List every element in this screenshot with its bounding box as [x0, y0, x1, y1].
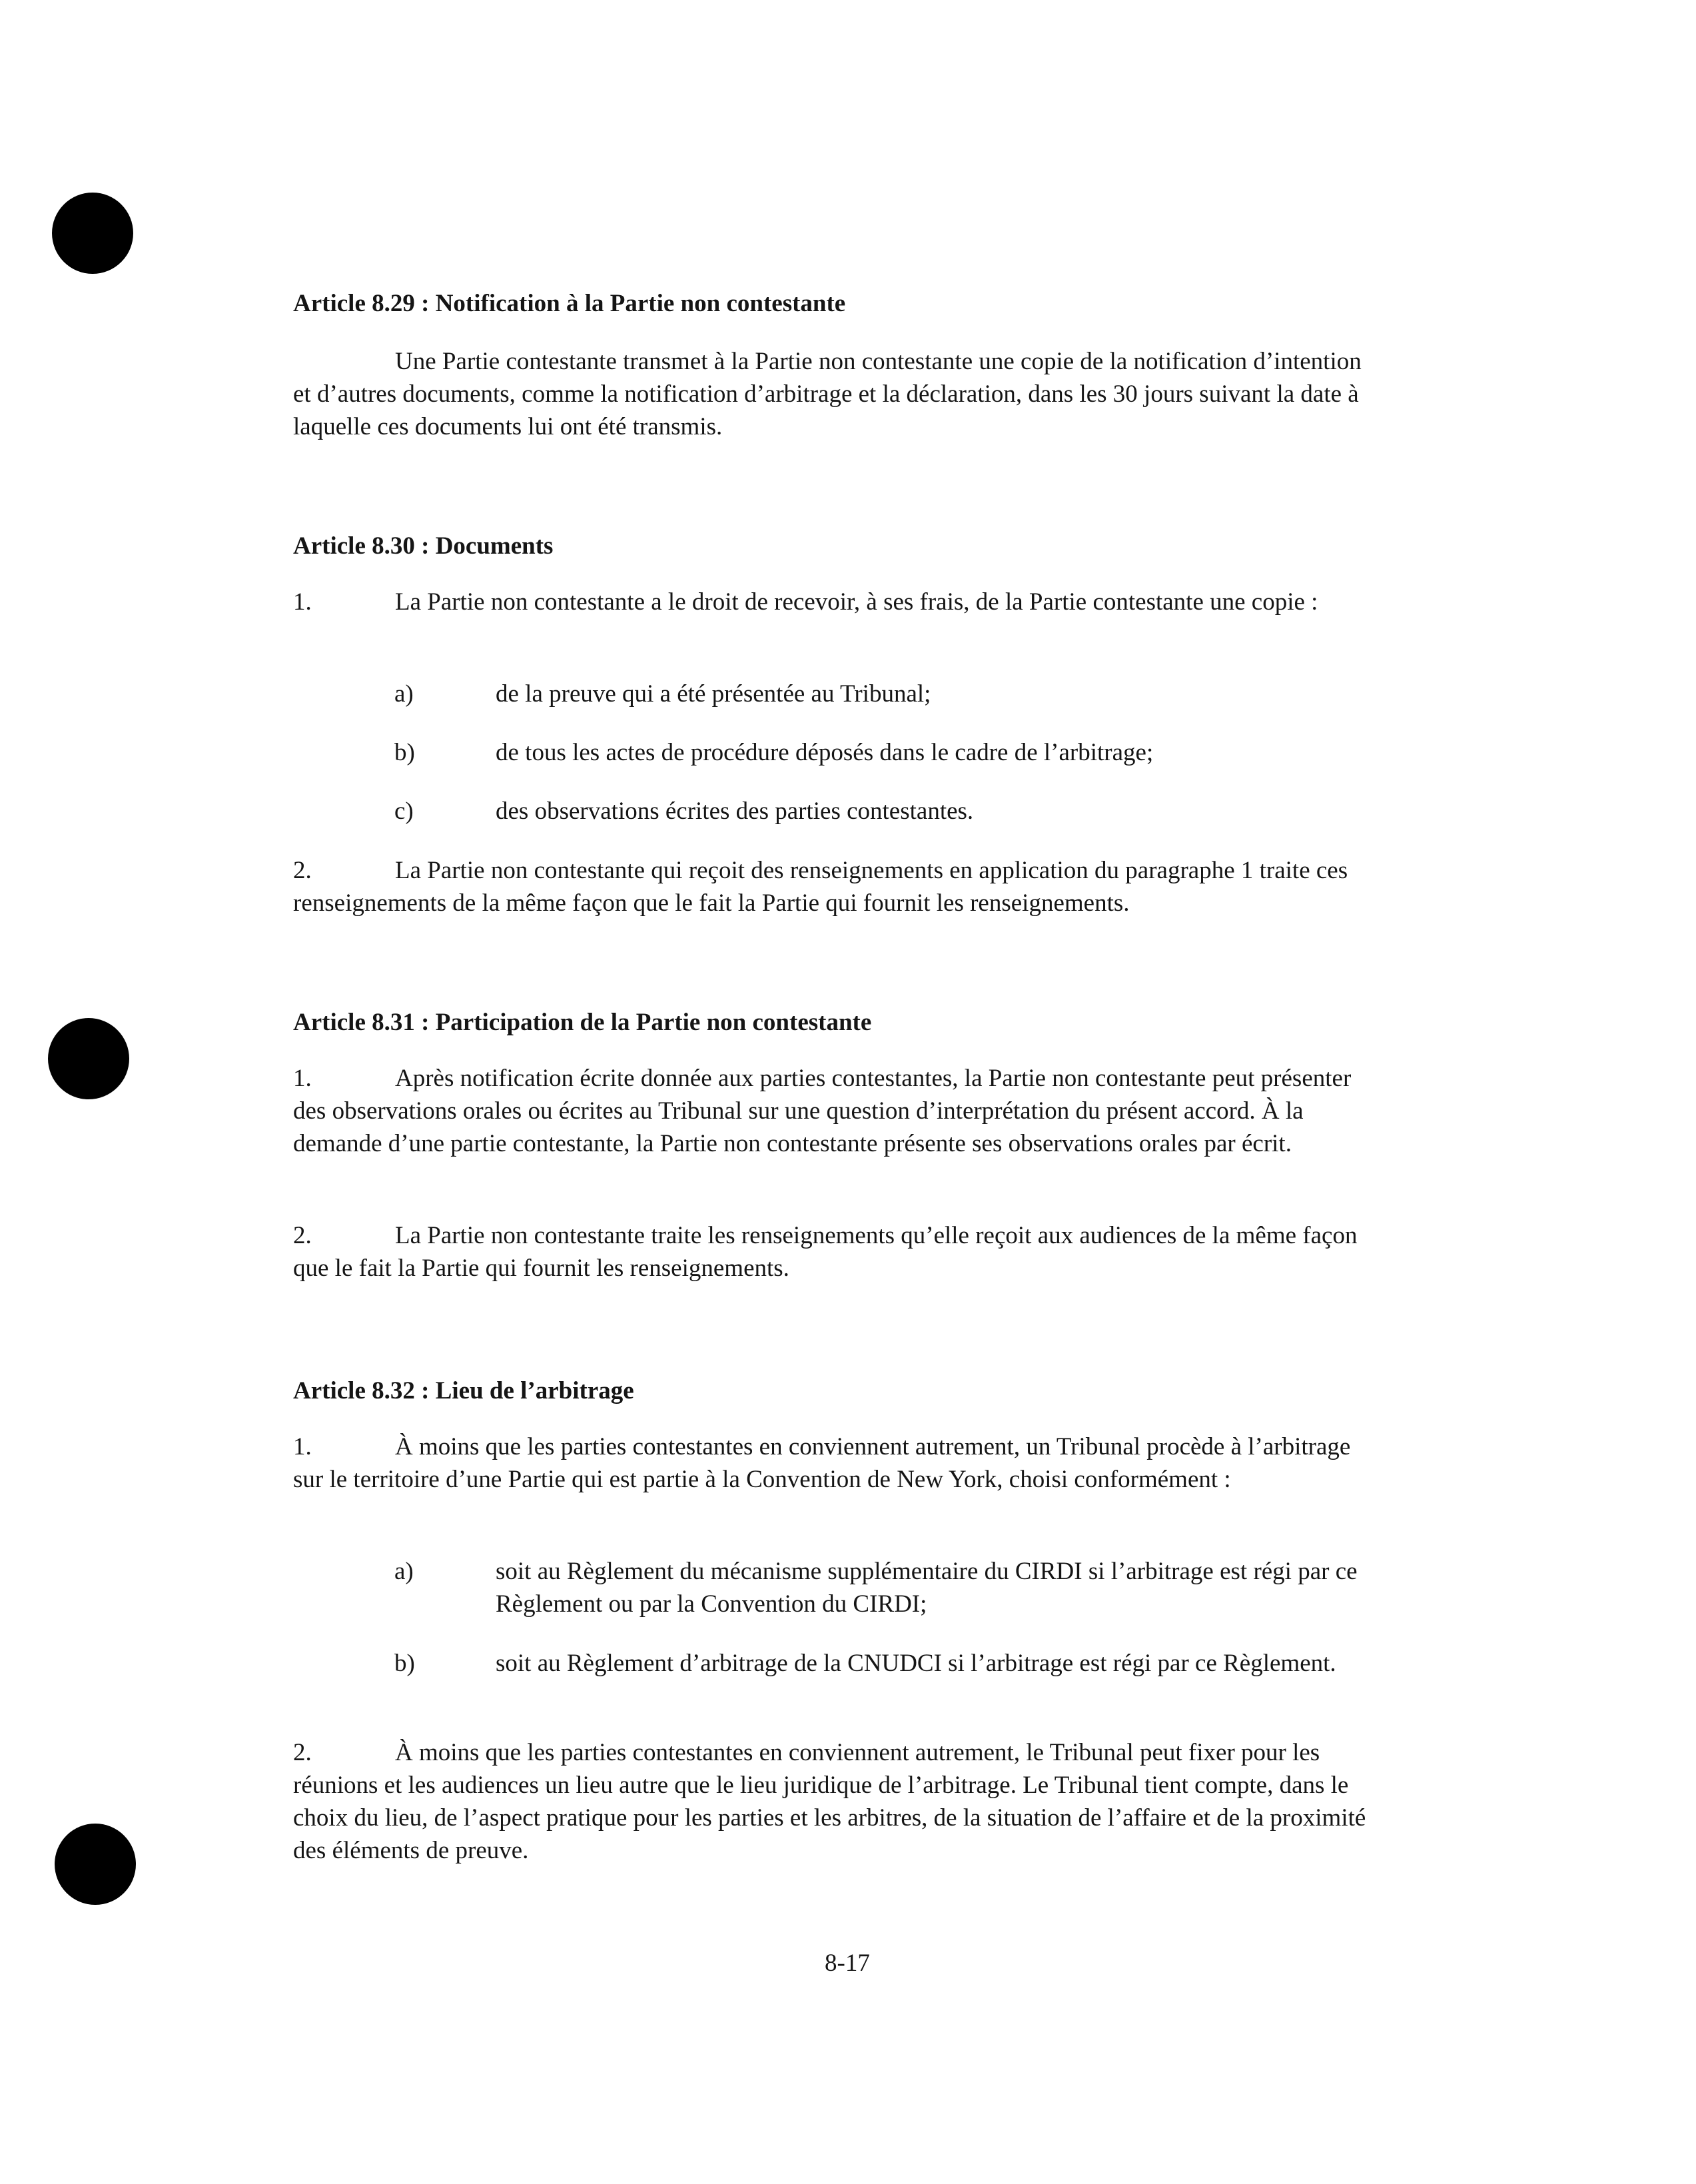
- list-item-text: de tous les actes de procédure déposés dans le cadre de l’arbitrage;: [496, 739, 1154, 766]
- list-item-text: soit au Règlement du mécanisme supplémentaire du CIRDI si l’arbitrage est régi par ce Règlement ou par la Convention du CIRDI;: [496, 1558, 1358, 1618]
- paragraph-number: 2.: [293, 1739, 312, 1766]
- article-heading: Article 8.30 : Documents: [293, 532, 554, 560]
- paragraph-number: 2.: [293, 1222, 312, 1249]
- list-item-letter: c): [394, 798, 414, 825]
- paragraph-number: 1.: [293, 1065, 312, 1092]
- list-item-letter: b): [394, 739, 415, 766]
- paragraph-text: Après notification écrite donnée aux parties contestantes, la Partie non contestante peut présenter des observations orales ou écrites au Tribunal sur une question d’interprétation du présent accord. À la demande d’une partie contestante, la Partie non contestante présente ses observations orales par écrit.: [293, 1065, 1352, 1157]
- list-item-text: des observations écrites des parties contestantes.: [496, 798, 974, 825]
- paragraph-text: La Partie non contestante qui reçoit des renseignements en application du paragraphe 1 traite ces renseignements de la même façon que le fait la Partie qui fournit les renseignements.: [293, 857, 1348, 917]
- paragraph-number: 2.: [293, 857, 312, 884]
- article-8-31-paragraph-2: [293, 1219, 1412, 1285]
- article-8-32: [293, 1374, 1412, 1408]
- list-item-text: soit au Règlement d’arbitrage de la CNUDCI si l’arbitrage est régi par ce Règlement.: [496, 1650, 1336, 1677]
- list-item-text: de la preuve qui a été présentée au Tribunal;: [496, 680, 931, 708]
- paragraph-text: À moins que les parties contestantes en conviennent autrement, le Tribunal peut fixer pour les réunions et les audiences un lieu autre que le lieu juridique de l’arbitrage. Le Tribunal tient compte, dans le choix du lieu, de l’aspect pratique pour les parties et les arbitres, de la situation de l’affaire et de la proximité des éléments de preuve.: [293, 1739, 1366, 1864]
- article-8-30-paragraph-1: [293, 586, 1412, 618]
- paragraph-text: Une Partie contestante transmet à la Partie non contestante une copie de la notification d’intention et d’autres documents, comme la notification d’arbitrage et la déclaration, dans les 30 jours suivant la date à laquelle ces documents lui ont été transmis.: [293, 348, 1362, 440]
- article-8-32-paragraph-2: [293, 1736, 1412, 1867]
- article-8-31: [293, 1006, 1412, 1039]
- article-8-29-paragraph: [293, 345, 1412, 443]
- article-8-30-paragraph-2: [293, 854, 1412, 919]
- article-heading: Article 8.31 : Participation de la Partie non contestante: [293, 1009, 872, 1036]
- paragraph-text: À moins que les parties contestantes en conviennent autrement, un Tribunal procède à l’arbitrage sur le territoire d’une Partie qui est partie à la Convention de New York, choisi conformément :: [293, 1433, 1351, 1493]
- paragraph-text: La Partie non contestante traite les renseignements qu’elle reçoit aux audiences de la même façon que le fait la Partie qui fournit les renseignements.: [293, 1222, 1358, 1282]
- list-item-letter: b): [394, 1650, 415, 1677]
- paragraph-number: 1.: [293, 588, 312, 616]
- paragraph-number: 1.: [293, 1433, 312, 1460]
- punch-hole: [55, 1824, 136, 1905]
- page-number: 8-17: [825, 1949, 870, 1977]
- article-heading: Article 8.32 : Lieu de l’arbitrage: [293, 1377, 634, 1404]
- article-8-31-paragraph-1: [293, 1062, 1412, 1160]
- punch-hole: [52, 193, 133, 274]
- article-8-32-paragraph-1: [293, 1430, 1412, 1496]
- article-8-29: [293, 287, 1412, 320]
- punch-hole: [48, 1018, 129, 1099]
- article-8-30: [293, 530, 1412, 563]
- article-heading: Article 8.29 : Notification à la Partie non contestante: [293, 290, 846, 317]
- paragraph-text: La Partie non contestante a le droit de recevoir, à ses frais, de la Partie contestante une copie :: [395, 588, 1318, 616]
- list-item-letter: a): [394, 1558, 414, 1585]
- list-item-letter: a): [394, 680, 414, 708]
